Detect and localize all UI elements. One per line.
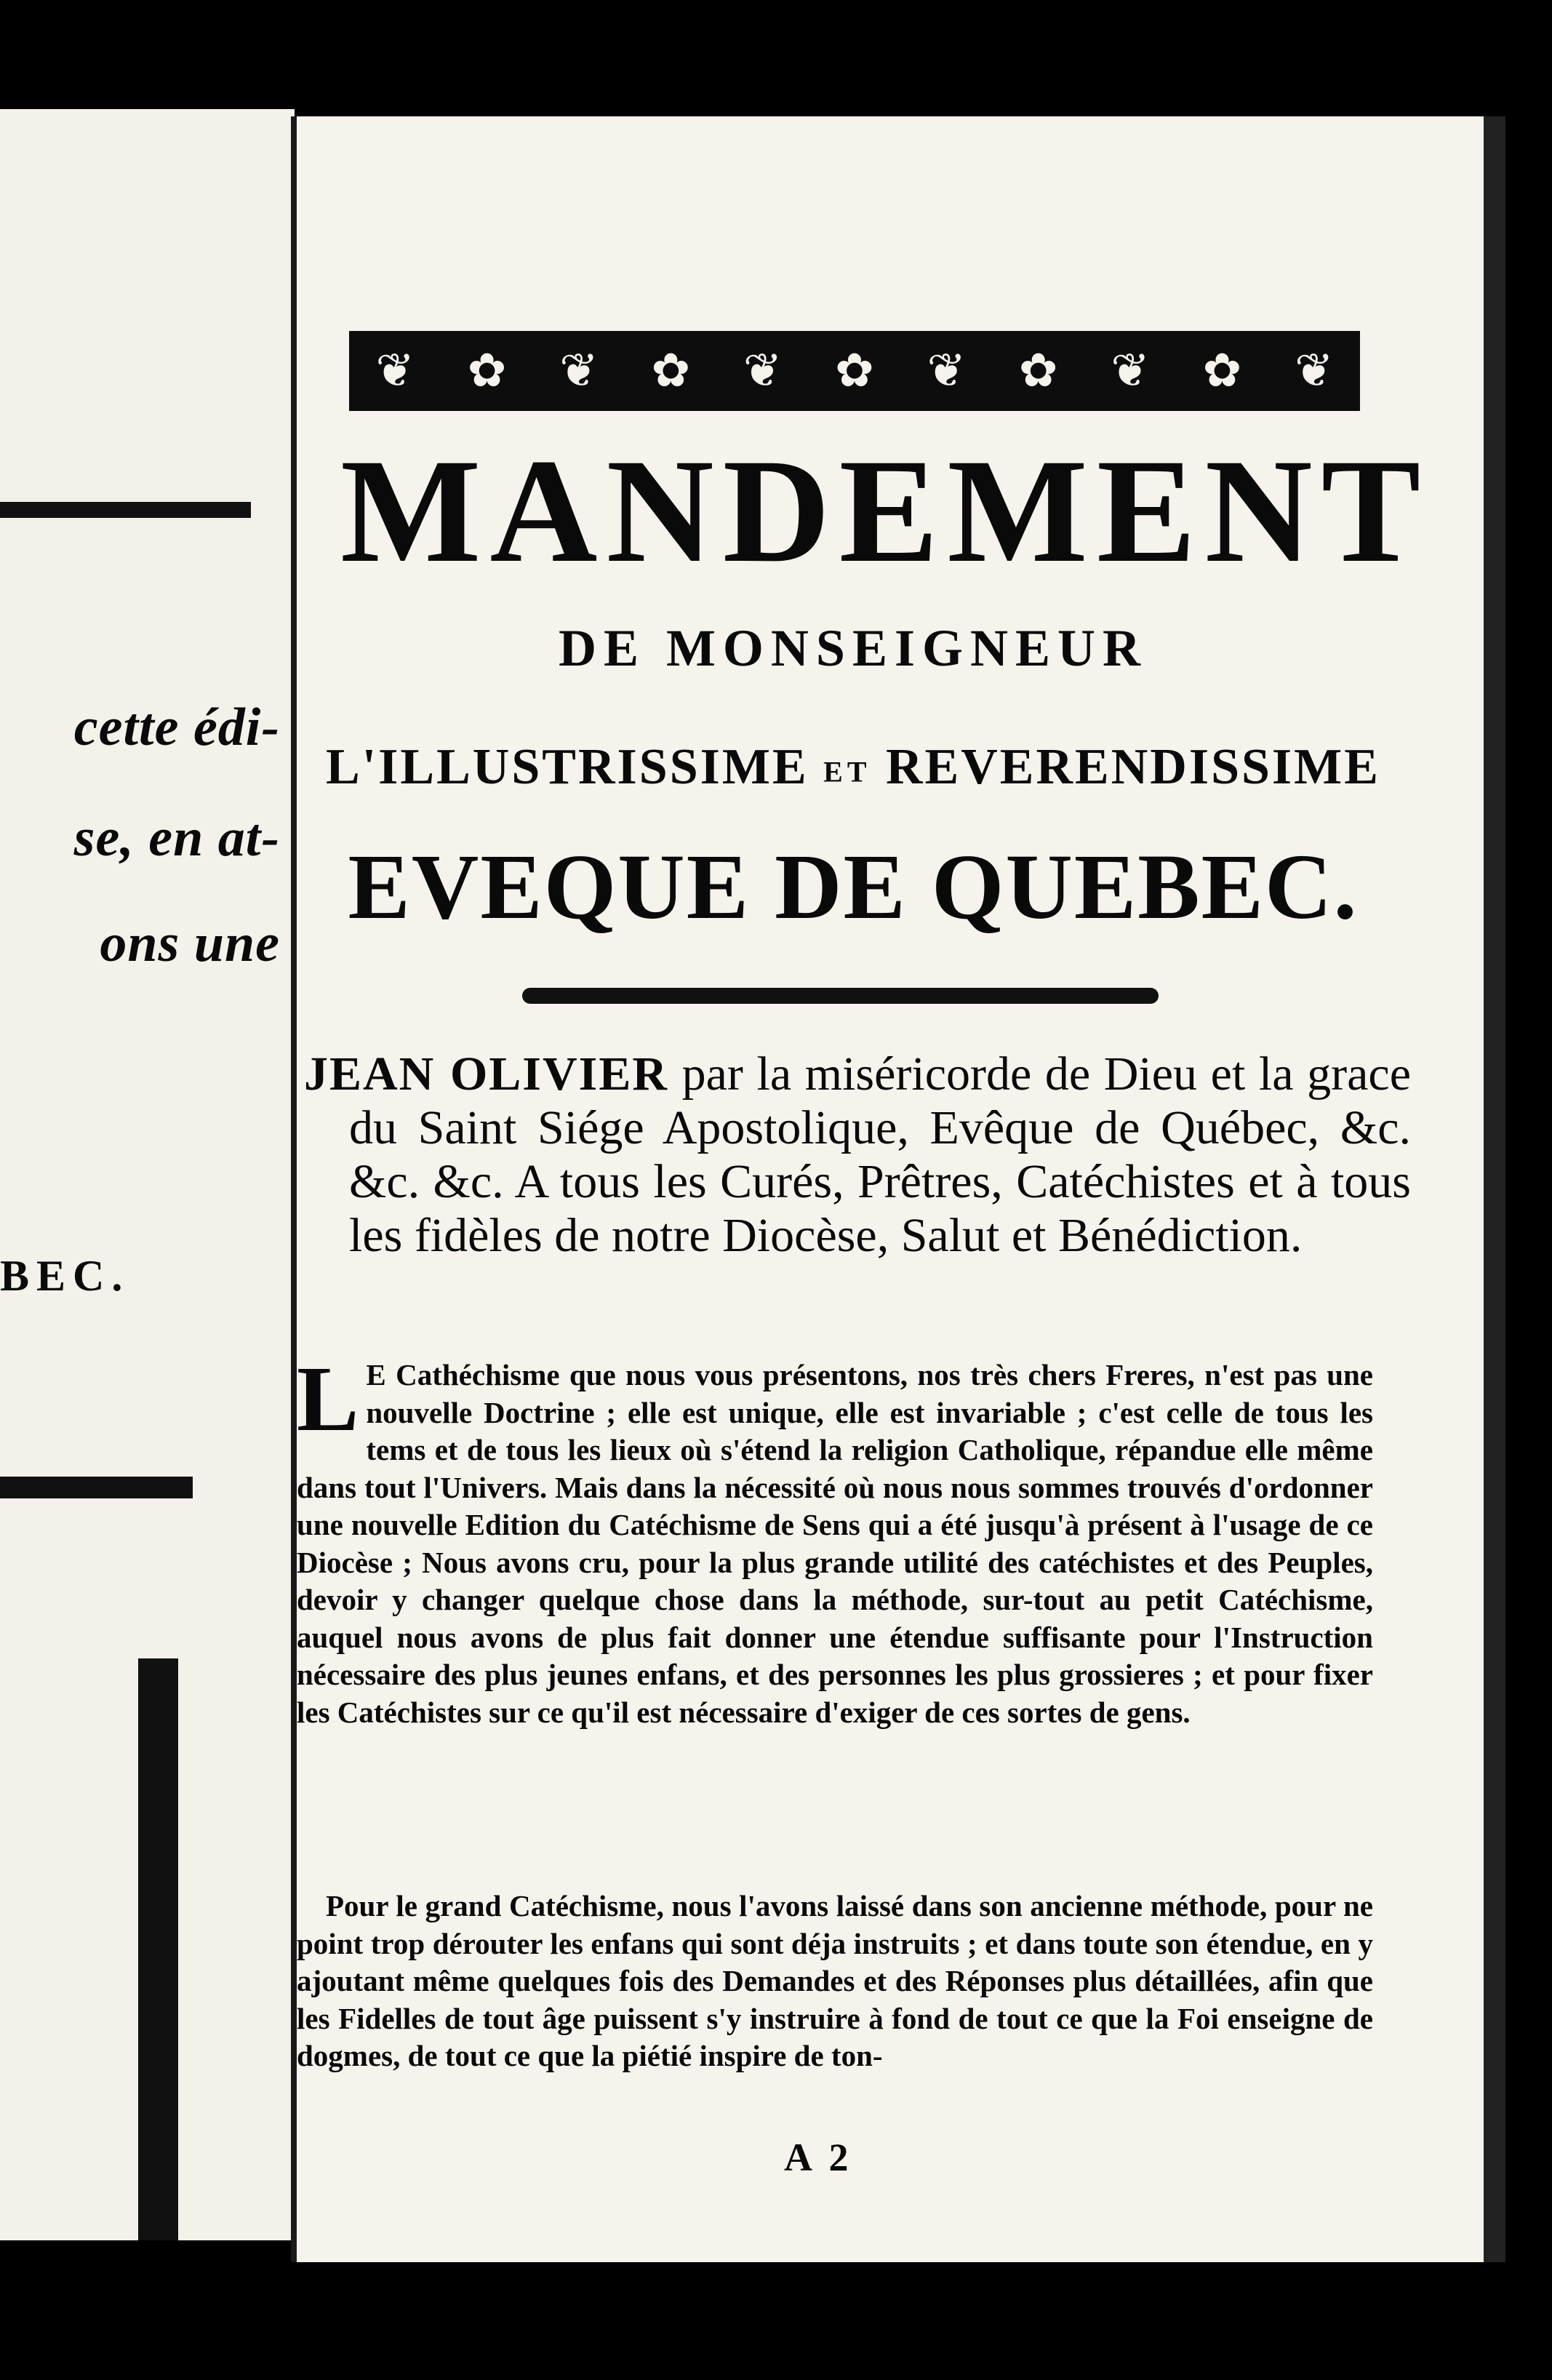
ornament-glyph: ❦ xyxy=(559,344,599,398)
salutation-text: par la miséricorde de Dieu et la grace du Saint Siége Apostolique, Evêque de Québec, &c. &c. &c. A tous les Curés, Prêtres, Catéchistes et à tous les fidèles de notre Diocèse, Salut et Bénédiction. xyxy=(349,1047,1411,1262)
main-page xyxy=(291,116,1504,2262)
ornament-glyph: ❦ xyxy=(1111,344,1150,398)
drop-cap-letter: L xyxy=(297,1347,359,1450)
page-binding-edge xyxy=(138,1658,178,2240)
ornament-glyph: ❦ xyxy=(743,344,783,398)
document-title: MANDEMENT xyxy=(340,428,1430,594)
ornament-glyph: ✿ xyxy=(835,344,874,398)
ornament-glyph: ❦ xyxy=(927,344,967,398)
ornamental-headband xyxy=(349,331,1360,411)
subtitle-illustrissime-part-a: L'ILLUSTRISSIME xyxy=(326,739,809,795)
ornament-glyph: ❦ xyxy=(1294,344,1334,398)
left-page-heading-fragment: BEC. xyxy=(0,1252,130,1300)
ornament-glyph: ❦ xyxy=(375,344,415,398)
ornament-glyph: ✿ xyxy=(467,344,507,398)
left-page-rule xyxy=(0,502,251,518)
left-page-rule xyxy=(0,1477,193,1498)
body-paragraph-1-text: E Cathéchisme que nous vous présentons, nos très chers Freres, n'est pas une nouvelle Doctrine ; elle est unique, elle est invariable ; c'est celle de tous les tems et de tous les lieux où s'étend la religion Catholique, répandue elle même dans tout l'Univers. Mais dans la nécessité où nous nous sommes trouvés d'ordonner une nouvelle Edition du Catéchisme de Sens qui a été jusqu'à présent à l'usage de ce Diocèse ; Nous avons cru, pour la plus grande utilité des catéchistes et des Peuples, devoir y changer quelque chose dans la méthode, sur-tout au petit Catéchisme, auquel nous avons de plus fait donner une étendue suffisante pour l'Instruction nécessaire des plus jeunes enfans, et des personnes les plus grossieres ; et pour fixer les Catéchistes sur ce qu'il est nécessaire d'exiger de ces sortes de gens. xyxy=(297,1358,1373,1729)
subtitle-illustrissime xyxy=(326,738,1380,796)
subtitle-eveque: EVEQUE DE QUEBEC. xyxy=(348,835,1359,938)
body-paragraph-2-text: Pour le grand Catéchisme, nous l'avons laissé dans son ancienne méthode, pour ne point trop dérouter les enfans qui sont déja instruits ; et dans toute son étendue, en y ajoutant même quelques fois des Demandes et des Réponses plus détaillées, afin que les Fidelles de tout âge puissent s'y instruire à fond de tout ce que la Foi enseigne de dogmes, de tout ce que la piétié inspire de ton- xyxy=(297,1889,1373,2072)
left-page-text-line: se, en at- xyxy=(73,808,280,868)
body-paragraph-2 xyxy=(297,1888,1373,2075)
page-signature-mark: A 2 xyxy=(784,2136,853,2179)
section-divider-rule xyxy=(522,988,1159,1004)
subtitle-monseigneur: DE MONSEIGNEUR xyxy=(558,619,1148,677)
bishop-name: JEAN OLIVIER xyxy=(304,1047,669,1101)
ornament-glyph: ✿ xyxy=(1018,344,1058,398)
subtitle-illustrissime-conjunction: ET xyxy=(823,755,871,788)
left-page-text-line: ons une xyxy=(100,914,280,973)
page-right-edge xyxy=(1484,116,1505,2262)
salutation-paragraph xyxy=(304,1047,1411,1263)
body-paragraph-1 xyxy=(297,1347,1373,1731)
left-page-text-line: cette édi- xyxy=(73,698,280,757)
subtitle-illustrissime-part-b: REVERENDISSIME xyxy=(886,739,1380,795)
ornament-glyph: ✿ xyxy=(651,344,691,398)
left-page-fragment xyxy=(0,109,295,2240)
ornament-glyph: ✿ xyxy=(1202,344,1242,398)
